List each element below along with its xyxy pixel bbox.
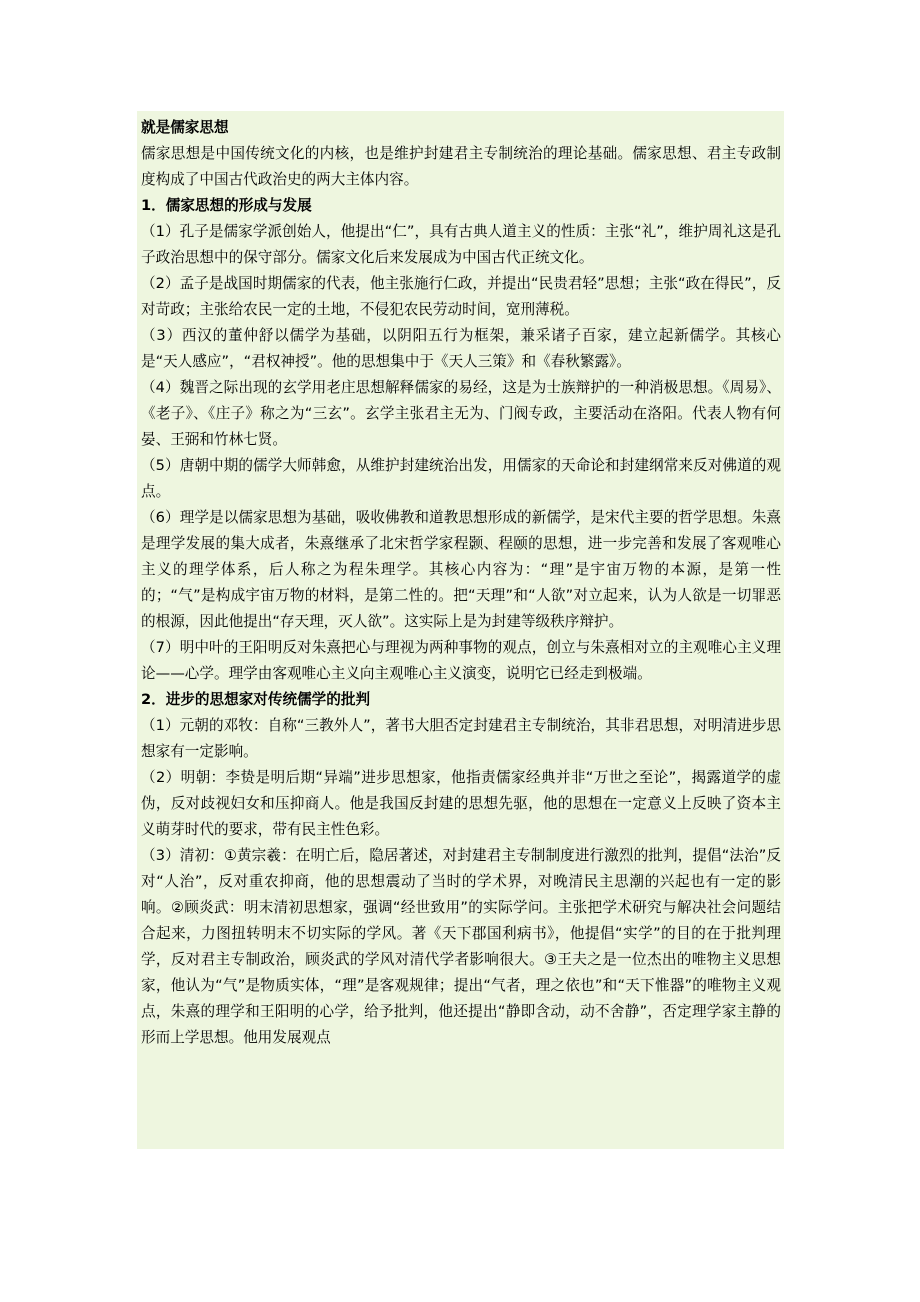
- section-1-item-1: （1）孔子是儒家学派创始人，他提出“仁”，具有古典人道主义的性质：主张“礼”，维护周礼这是孔子政治思想中的保守部分。儒家文化后来发展成为中国古代正统文化。: [141, 223, 781, 266]
- section-1-item-7: （7）明中叶的王阳明反对朱熹把心与理视为两种事物的观点，创立与朱熹相对立的主观唯心主义理论——心学。理学由客观唯心主义向主观唯心主义演变，说明它已经走到极端。: [141, 639, 781, 682]
- section-2-item-1: （1）元朝的邓牧：自称“三教外人”，著书大胆否定封建君主专制统治，其非君思想，对明清进步思想家有一定影响。: [141, 717, 781, 760]
- section-2-heading: 2．进步的思想家对传统儒学的批判: [141, 691, 371, 708]
- intro-title: 就是儒家思想: [141, 119, 229, 136]
- section-1-item-4: （4）魏晋之际出现的玄学用老庄思想解释儒家的易经，这是为士族辩护的一种消极思想。《周易》、《老子》、《庄子》称之为“三玄”。玄学主张君主无为、门阀专政，主要活动在洛阳。代表人物有何晏、王弼和竹林七贤。: [141, 379, 781, 448]
- section-1-item-6: （6）理学是以儒家思想为基础，吸收佛教和道教思想形成的新儒学，是宋代主要的哲学思想。朱熹是理学发展的集大成者，朱熹继承了北宋哲学家程颢、程颐的思想，进一步完善和发展了客观唯心主义的理学体系，后人称之为程朱理学。其核心内容为：“理”是宇宙万物的本源，是第一性的；“气”是构成宇宙万物的材料，是第二性的。把“天理”和“人欲”对立起来，认为人欲是一切罪恶的根源，因此他提出“存天理，灭人欲”。这实际上是为封建等级秩序辩护。: [141, 509, 781, 630]
- intro-paragraph: 儒家思想是中国传统文化的内核，也是维护封建君主专制统治的理论基础。儒家思想、君主专政制度构成了中国古代政治史的两大主体内容。: [141, 145, 781, 188]
- section-1-item-5: （5）唐朝中期的儒学大师韩愈，从维护封建统治出发，用儒家的天命论和封建纲常来反对佛道的观点。: [141, 457, 781, 500]
- section-2-item-2: （2）明朝：李贽是明后期“异端”进步思想家，他指责儒家经典并非“万世之至论”，揭露道学的虚伪，反对歧视妇女和压抑商人。他是我国反封建的思想先驱，他的思想在一定意义上反映了资本主义萌芽时代的要求，带有民主性色彩。: [141, 769, 781, 838]
- section-1-heading: 1．儒家思想的形成与发展: [141, 197, 312, 214]
- section-1-item-3: （3）西汉的董仲舒以儒学为基础，以阴阳五行为框架，兼采诸子百家，建立起新儒学。其核心是“天人感应”，“君权神授”。他的思想集中于《天人三策》和《春秋繁露》。: [141, 327, 781, 370]
- document-text-block: [137, 111, 784, 1149]
- section-2-item-3: （3）清初：①黄宗羲：在明亡后，隐居著述，对封建君主专制制度进行激烈的批判，提倡“法治”反对“人治”，反对重农抑商，他的思想震动了当时的学术界，对晚清民主思潮的兴起也有一定的影响。②顾炎武：明末清初思想家，强调“经世致用”的实际学问。主张把学术研究与解决社会问题结合起来，力图扭转明末不切实际的学风。著《天下郡国利病书》，他提倡“实学”的目的在于批判理学，反对君主专制政治，顾炎武的学风对清代学者影响很大。③王夫之是一位杰出的唯物主义思想家，他认为“气”是物质实体，“理”是客观规律；提出“气者，理之依也”和“天下惟器”的唯物主义观点，朱熹的理学和王阳明的心学，给予批判，他还提出“静即含动，动不舍静”，否定理学家主静的形而上学思想。他用发展观点: [141, 847, 781, 1046]
- section-1-item-2: （2）孟子是战国时期儒家的代表，他主张施行仁政，并提出“民贵君轻”思想；主张“政在得民”，反对苛政；主张给农民一定的土地，不侵犯农民劳动时间，宽刑薄税。: [141, 275, 781, 318]
